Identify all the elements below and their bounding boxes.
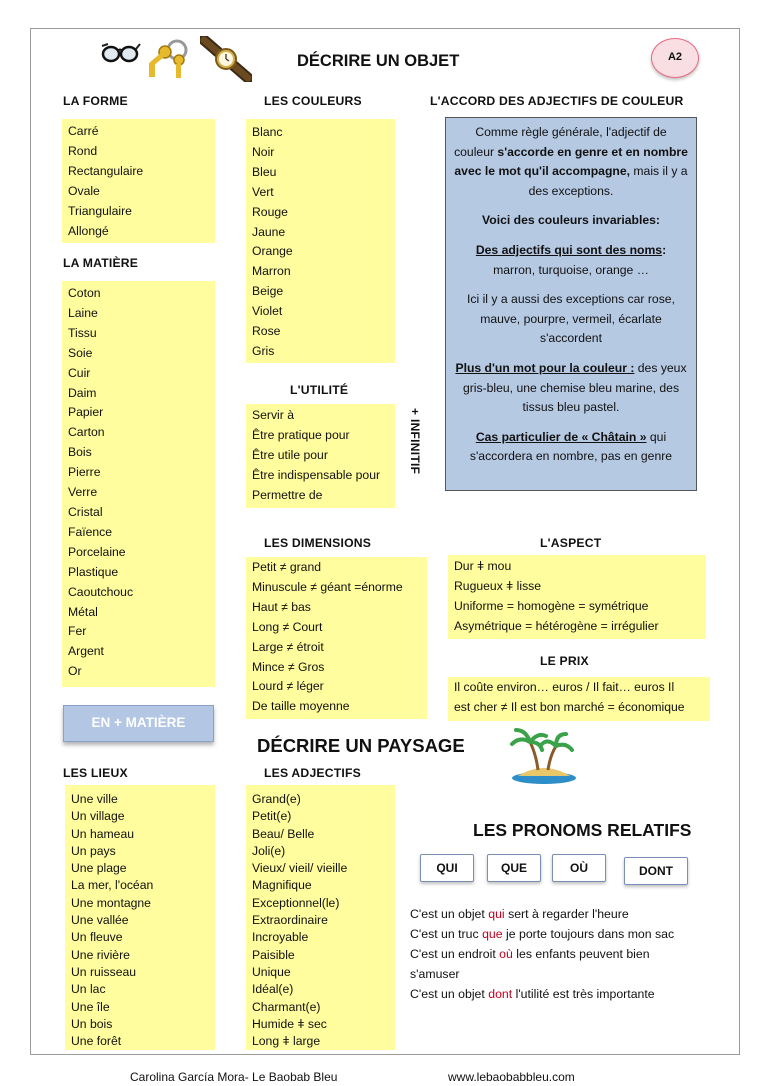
- footer-author: Carolina García Mora- Le Baobab Bleu: [130, 1070, 338, 1084]
- list-item: Bois: [68, 445, 92, 460]
- list-item: Être indispensable pour: [252, 467, 381, 482]
- level-label: A2: [667, 51, 683, 63]
- list-item: Être pratique pour: [252, 427, 350, 442]
- list-item: Joli(e): [252, 843, 286, 858]
- list-item: Fer: [68, 624, 87, 639]
- ou-button[interactable]: OÙ: [552, 854, 606, 882]
- glasses-icon: [99, 40, 141, 64]
- list-item: Pierre: [68, 465, 101, 480]
- en-matiere-label: EN + MATIÈRE: [91, 715, 186, 730]
- example-line: C'est un truc que je porte toujours dans mon sac: [410, 927, 675, 941]
- list-item: Un ruisseau: [71, 964, 137, 979]
- pronoms-examples: [410, 904, 706, 1004]
- list-item: Caoutchouc: [68, 584, 134, 599]
- list-item: Plastique: [68, 564, 119, 579]
- list-item: Exceptionnel(le): [252, 895, 340, 910]
- footer-site[interactable]: www.lebaobabbleu.com: [448, 1070, 575, 1084]
- list-item: Servir à: [252, 408, 294, 422]
- list-item: Permettre de: [252, 487, 323, 502]
- list-item: Vert: [252, 184, 274, 199]
- list-item: Extraordinaire: [252, 913, 328, 928]
- page-title: DÉCRIRE UN OBJET: [297, 52, 460, 70]
- accord-heading: L'ACCORD DES ADJECTIFS DE COULEUR: [430, 94, 684, 108]
- example-line: s'amuser: [410, 967, 460, 981]
- list-item: Orange: [252, 244, 293, 259]
- list-item: Incroyable: [252, 930, 309, 945]
- list-item: Cristal: [68, 504, 103, 519]
- en-matiere-button[interactable]: [63, 705, 214, 742]
- list-item: Une ville: [71, 792, 118, 806]
- list-item: Tissu: [68, 325, 97, 340]
- matiere-heading: LA MATIÈRE: [63, 256, 139, 270]
- list-item: Magnifique: [252, 878, 312, 893]
- aspect-heading: L'ASPECT: [540, 536, 602, 550]
- example-line: C'est un objet qui sert à regarder l'heure: [410, 907, 629, 921]
- list-item: Mince ≠ Gros: [252, 659, 325, 674]
- list-item: Noir: [252, 144, 275, 159]
- list-item: Haut ≠ bas: [252, 599, 311, 614]
- list-item: Triangulaire: [68, 203, 132, 218]
- watch-icon: [200, 36, 252, 82]
- list-item: Métal: [68, 604, 98, 619]
- list-item: Blanc: [252, 125, 283, 139]
- list-item: Faïence: [68, 524, 113, 539]
- qui-button[interactable]: QUI: [420, 854, 474, 882]
- list-item: Un lac: [71, 982, 106, 997]
- island-icon: [508, 726, 578, 786]
- list-item: Laine: [68, 305, 98, 320]
- forme-heading: LA FORME: [63, 94, 128, 108]
- list-item: Rouge: [252, 204, 288, 219]
- list-item: Ovale: [68, 183, 100, 198]
- list-item: Rugueux ǂ lisse: [454, 578, 542, 593]
- accord-chatain: Cas particulier de « Châtain » qui s'accordera en nombre, pas en genre: [469, 429, 673, 464]
- list-item: Papier: [68, 405, 104, 420]
- list-item: Argent: [68, 644, 104, 659]
- que-button[interactable]: QUE: [487, 854, 541, 882]
- list-item: Daim: [68, 385, 97, 400]
- list-item: Petit(e): [252, 809, 292, 824]
- list-item: Violet: [252, 304, 283, 319]
- matiere-list: [62, 281, 215, 687]
- dont-button[interactable]: DONT: [624, 857, 688, 885]
- list-item: Une vallée: [71, 913, 129, 928]
- list-item: Grand(e): [252, 792, 301, 806]
- prix-heading: LE PRIX: [540, 654, 589, 668]
- list-item: Rectangulaire: [68, 163, 144, 178]
- list-item: La mer, l'océan: [71, 878, 154, 893]
- list-item: Carton: [68, 425, 105, 440]
- list-item: Charmant(e): [252, 999, 321, 1014]
- couleurs-heading: LES COULEURS: [264, 94, 362, 108]
- list-item: Un bois: [71, 1016, 113, 1031]
- infinitif-label: + INFINITIF: [408, 408, 422, 475]
- couleurs-list: [246, 119, 395, 363]
- list-item: Paisible: [252, 947, 295, 962]
- accord-exceptions: Ici il y a aussi des exceptions car rose, mauve, pourpre, vermeil, écarlate s'accordent: [467, 292, 675, 346]
- example-line: C'est un objet dont l'utilité est très importante: [410, 987, 655, 1001]
- accord-rule: Comme règle générale, l'adjectif de couleur s'accorde en genre et en nombre avec le mot qu'il accompagne, mais il y a des exceptions.: [454, 125, 688, 198]
- forme-list: [62, 119, 215, 243]
- list-item: Asymétrique = hétérogène = irrégulier: [454, 618, 659, 633]
- list-item: Or: [68, 664, 82, 679]
- dimensions-heading: LES DIMENSIONS: [264, 536, 372, 550]
- list-item: Petit ≠ grand: [252, 560, 322, 574]
- accord-noms: Des adjectifs qui sont des noms: marron, turquoise, orange …: [475, 242, 667, 277]
- lieux-list: [65, 785, 215, 1050]
- aspect-list: [448, 555, 706, 639]
- list-item: Une île: [71, 999, 110, 1014]
- accord-box: [445, 117, 697, 491]
- list-item: Une rivière: [71, 947, 130, 962]
- list-item: Jaune: [252, 224, 286, 239]
- list-item: Carré: [68, 124, 99, 138]
- list-item: Beau/ Belle: [252, 826, 315, 841]
- list-item: Minuscule ≠ géant =énorme: [252, 579, 403, 594]
- list-item: Coton: [68, 286, 101, 300]
- pronoms-title: LES PRONOMS RELATIFS: [473, 820, 692, 840]
- list-item: Beige: [252, 284, 284, 299]
- adjectifs-list: [246, 785, 395, 1050]
- paysage-title: DÉCRIRE UN PAYSAGE: [257, 735, 465, 756]
- list-item: Dur ǂ mou: [454, 559, 512, 573]
- utilite-list: [246, 404, 395, 508]
- list-item: Un pays: [71, 843, 116, 858]
- level-badge: [651, 38, 699, 78]
- accord-plusieurs-mots: Plus d'un mot pour la couleur : des yeux gris-bleu, une chemise bleu marine, des tissus bleu pastel.: [455, 360, 687, 415]
- list-item: Lourd ≠ léger: [252, 679, 324, 694]
- list-item: De taille moyenne: [252, 699, 350, 714]
- keys-icon: [145, 38, 191, 80]
- list-item: Idéal(e): [252, 982, 294, 997]
- list-item: Unique: [252, 964, 291, 979]
- list-item: Marron: [252, 264, 291, 279]
- list-item: est cher ≠ Il est bon marché = économique: [454, 699, 685, 714]
- list-item: Une montagne: [71, 895, 151, 910]
- list-item: Uniforme = homogène = symétrique: [454, 598, 649, 613]
- dimensions-list: [246, 557, 427, 719]
- list-item: Large ≠ étroit: [252, 639, 324, 654]
- prix-list: [448, 677, 710, 721]
- list-item: Rond: [68, 143, 98, 158]
- list-item: Allongé: [68, 223, 109, 238]
- list-item: Une plage: [71, 861, 127, 876]
- list-item: Vieux/ vieil/ vieille: [252, 861, 348, 876]
- adjectifs-heading: LES ADJECTIFS: [264, 766, 361, 780]
- list-item: Rose: [252, 324, 281, 339]
- list-item: Porcelaine: [68, 544, 126, 559]
- lieux-heading: LES LIEUX: [63, 766, 128, 780]
- list-item: Une forêt: [71, 1034, 122, 1049]
- list-item: Long ǂ large: [252, 1034, 321, 1049]
- list-item: Un fleuve: [71, 930, 123, 945]
- list-item: Soie: [68, 345, 93, 360]
- list-item: Humide ǂ sec: [252, 1016, 327, 1031]
- accord-invariables: Voici des couleurs invariables:: [482, 213, 660, 228]
- list-item: Bleu: [252, 164, 277, 179]
- list-item: Verre: [68, 485, 98, 500]
- list-item: Un hameau: [71, 826, 135, 841]
- list-item: Cuir: [68, 365, 91, 380]
- example-line: C'est un endroit où les enfants peuvent bien: [410, 947, 650, 961]
- list-item: Il coûte environ… euros / Il fait… euros Il: [454, 680, 675, 694]
- list-item: Gris: [252, 343, 275, 358]
- list-item: Long ≠ Court: [252, 619, 323, 634]
- list-item: Un village: [71, 809, 125, 824]
- utilite-heading: L'UTILITÉ: [290, 383, 349, 397]
- list-item: Être utile pour: [252, 447, 328, 462]
